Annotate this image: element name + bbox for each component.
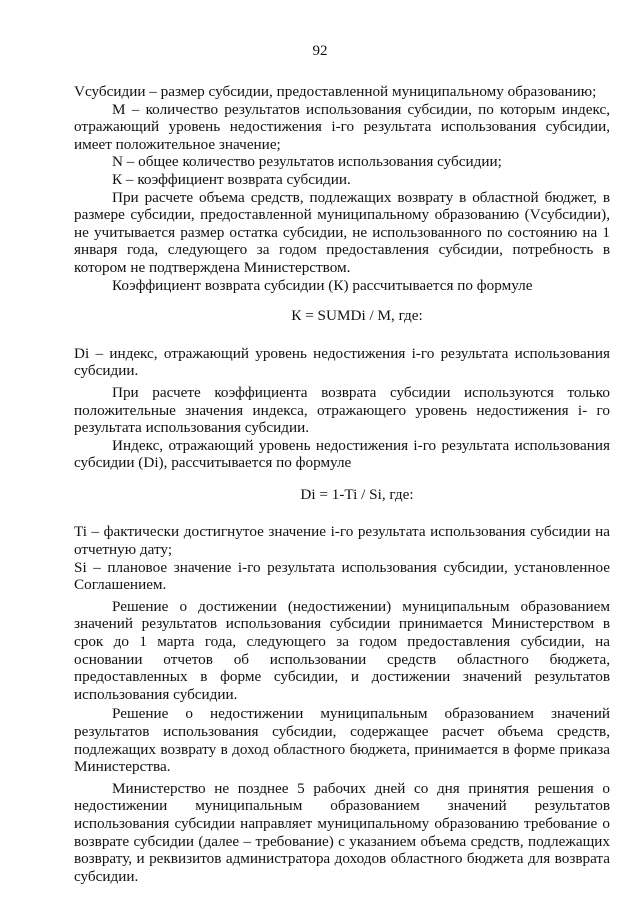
paragraph-decision-deadline: Решение о достижении (недостижении) муниципальным образованием значений результатов использования субсидии принимается Министерством в срок до 1 марта года, следующего за годом предоставления субсидии, на основании отчетов об использовании средств областного бюджета, предоставленных в форме субсидии, и достижении значений результатов использования субсидии.	[74, 597, 610, 703]
paragraph-vsubsidii: Vсубсидии – размер субсидии, предоставленной муниципальному образованию;	[74, 83, 597, 100]
document-body	[74, 83, 610, 885]
paragraph-si-definition: Si – плановое значение i-го результата использования субсидии, установленное Соглашением.	[74, 558, 610, 594]
paragraph-k-definition: К – коэффициент возврата субсидии.	[112, 170, 351, 188]
paragraph-n-definition: N – общее количество результатов использования субсидии;	[112, 153, 502, 171]
paragraph-ti-definition: Ti – фактически достигнутое значение i-го результата использования субсидии на отчетную дату;	[74, 523, 610, 559]
paragraph-return-calculation: При расчете объема средств, подлежащих возврату в областной бюджет, в размере субсидии, предоставленной муниципальному образованию (Vсубсидии), не учитывается размер остатка субсидии, не использованного по состоянию на 1 января года, следующего за годом предоставления субсидии, потребность в котором не подтверждена Министерством.	[74, 188, 610, 276]
formula-di: Di = 1-Ti / Si, где:	[300, 485, 414, 503]
page-number: 92	[312, 43, 328, 59]
paragraph-k-formula-intro: Коэффициент возврата субсидии (К) рассчитывается по формуле	[112, 276, 533, 294]
paragraph-return-requirement: Министерство не позднее 5 рабочих дней со дня принятия решения о недостижении муниципальным образованием значений результатов использования субсидии направляет муниципальному образованию требование о возврате субсидии (далее – требование) с указанием объема средств, подлежащих возврату, и реквизитов администратора доходов областного бюджета для возврата субсидии.	[74, 779, 610, 885]
paragraph-decision-order: Решение о недостижении муниципальным образованием значений результатов использования субсидии, содержащее расчет объема средств, подлежащих возврату в доход областного бюджета, принимается в форме приказа Министерства.	[74, 705, 610, 776]
paragraph-m-definition: М – количество результатов использования субсидии, по которым индекс, отражающий уровень недостижения i-го результата использования субсидии, имеет положительное значение;	[74, 100, 610, 153]
paragraph-positive-values: При расчете коэффициента возврата субсидии используются только положительные значения индекса, отражающего уровень недостижения i- го результата использования субсидии.	[74, 383, 610, 437]
paragraph-di-definition: Di – индекс, отражающий уровень недостижения i-го результата использования субсидии.	[74, 344, 610, 380]
formula-k: К = SUMDi / М, где:	[291, 307, 423, 325]
paragraph-di-formula-intro: Индекс, отражающий уровень недостижения i-го результата использования субсидии (Di), рассчитывается по формуле	[74, 436, 610, 472]
